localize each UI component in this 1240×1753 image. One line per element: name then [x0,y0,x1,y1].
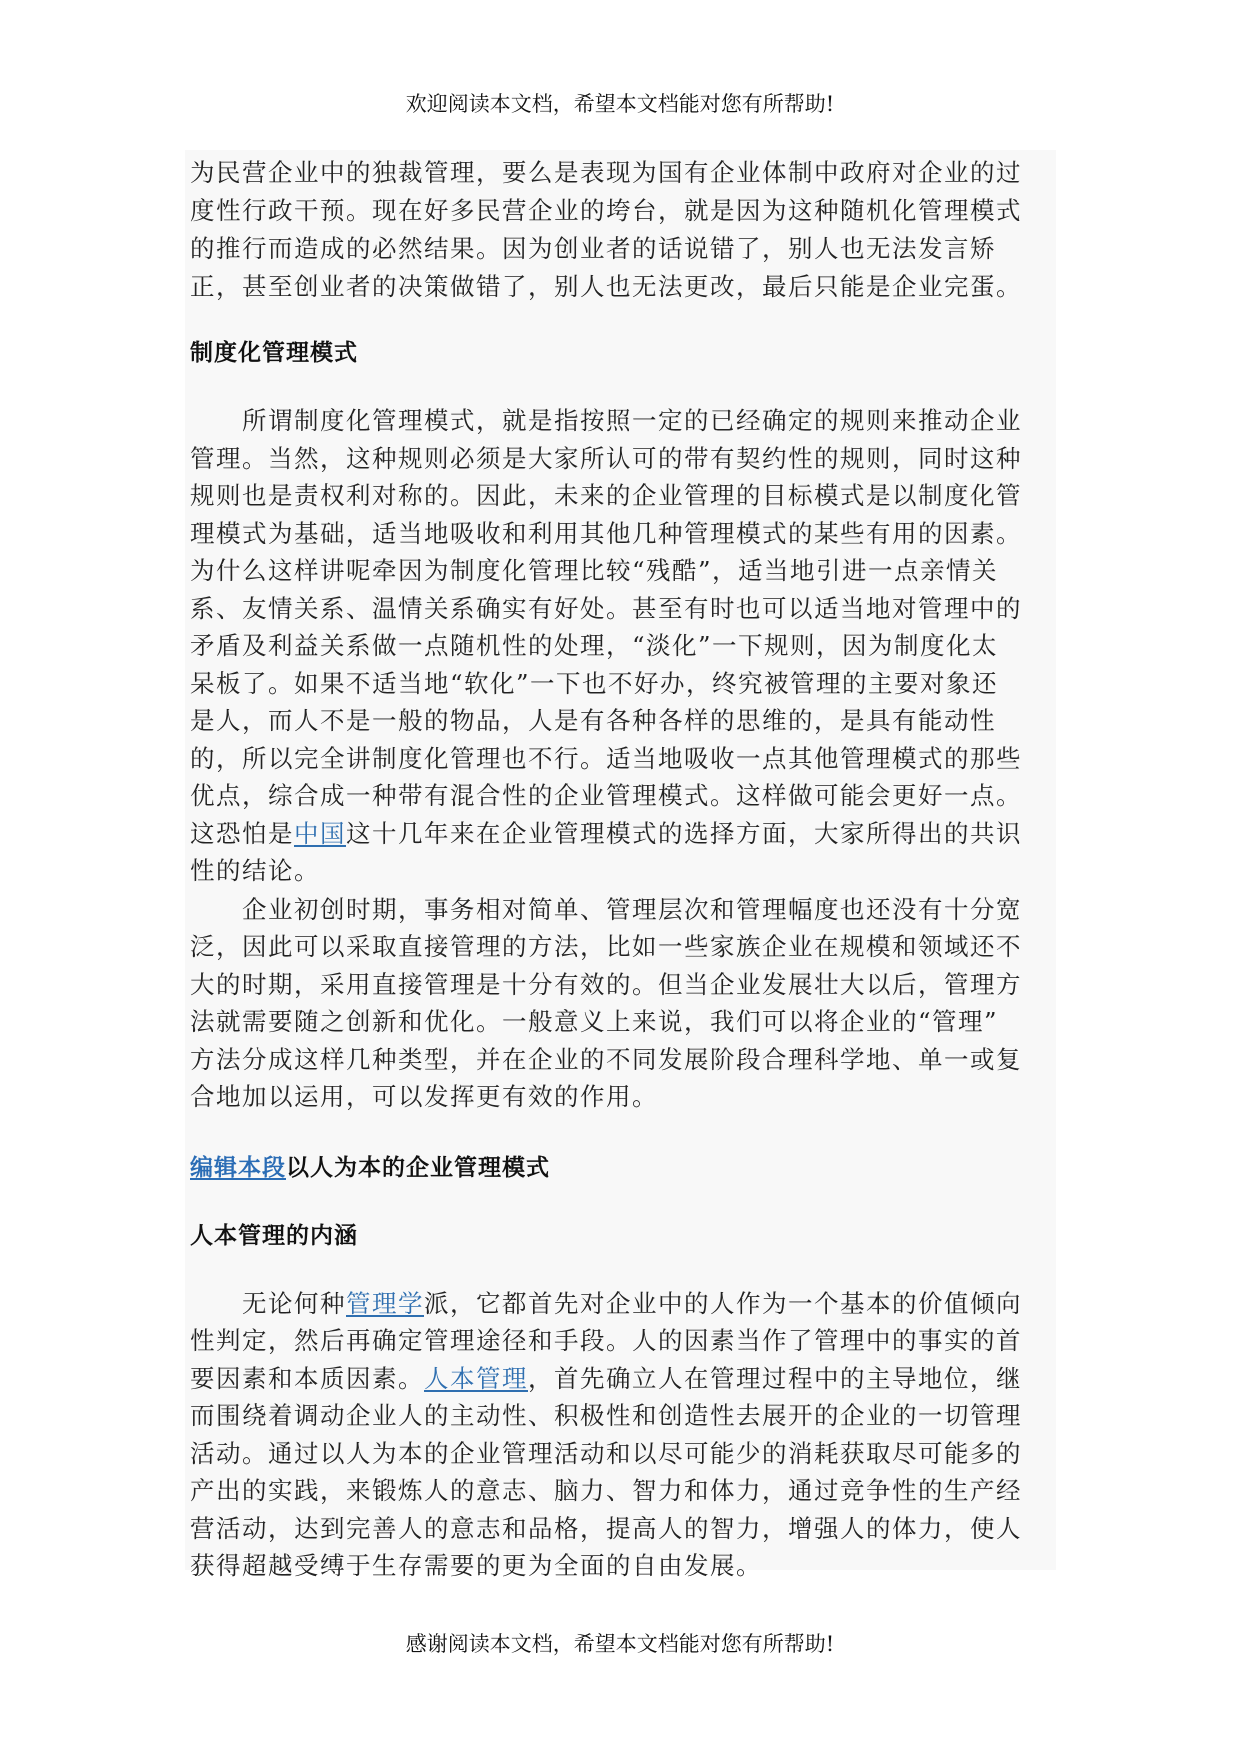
text-line: 的，所以完全讲制度化管理也不行。适当地吸收一点其他管理模式的那些 [190,744,1022,773]
text-line: 产出的实践，来锻炼人的意志、脑力、智力和体力，通过竞争性的生产经 [190,1476,1022,1505]
text-line: 方法分成这样几种类型，并在企业的不同发展阶段合理科学地、单一或复 [190,1045,1022,1074]
text-line: 大的时期，采用直接管理是十分有效的。但当企业发展壮大以后，管理方 [190,970,1022,999]
text-line: 的推行而造成的必然结果。因为创业者的话说错了，别人也无法发言矫 [190,234,996,263]
text-line: 正，甚至创业者的决策做错了，别人也无法更改，最后只能是企业完蛋。 [190,272,1022,301]
text-segment: 派，它都首先对企业中的人作为一个基本的价值倾向 [424,1289,1022,1318]
text-line: 度性行政干预。现在好多民营企业的垮台，就是因为这种随机化管理模式 [190,196,1022,225]
text-line: 营活动，达到完善人的意志和品格，提高人的智力，增强人的体力，使人 [190,1514,1022,1543]
section-heading-people-oriented [190,1150,550,1187]
heading-text: 以人为本的企业管理模式 [286,1155,550,1181]
text-segment: 要因素和本质因素。 [190,1364,424,1393]
text-line: 法就需要随之创新和优化。一般意义上来说，我们可以将企业的“管理” [190,1007,999,1036]
text-line-with-link [190,815,1022,852]
text-line: 理模式为基础，适当地吸收和利用其他几种管理模式的某些有用的因素。 [190,519,1022,548]
text-line: 所谓制度化管理模式，就是指按照一定的已经确定的规则来推动企业 [242,406,1022,435]
text-line: 而围绕着调动企业人的主动性、积极性和创造性去展开的企业的一切管理 [190,1401,1022,1430]
text-segment: 这十几年来在企业管理模式的选择方面，大家所得出的共识 [346,819,1022,848]
text-line: 性的结论。 [190,856,320,885]
page-footer: 感谢阅读本文档，希望本文档能对您有所帮助! [405,1632,835,1656]
text-line: 系、友情关系、温情关系确实有好处。甚至有时也可以适当地对管理中的 [190,594,1022,623]
text-line: 获得超越受缚于生存需要的更为全面的自由发展。 [190,1551,762,1580]
text-line: 为什么这样讲呢牵因为制度化管理比较“残酷”，适当地引进一点亲情关 [190,556,999,585]
text-line: 合地加以运用，可以发挥更有效的作用。 [190,1082,658,1111]
text-line: 企业初创时期，事务相对简单、管理层次和管理幅度也还没有十分宽 [242,895,1022,924]
text-line: 性判定，然后再确定管理途径和手段。人的因素当作了管理中的事实的首 [190,1326,1022,1355]
page-header: 欢迎阅读本文档，希望本文档能对您有所帮助! [405,92,835,116]
text-line: 优点，综合成一种带有混合性的企业管理模式。这样做可能会更好一点。 [190,781,1022,810]
document-content [185,150,1056,1580]
text-segment: 这恐怕是 [190,819,294,848]
text-line: 规则也是责权利对称的。因此，未来的企业管理的目标模式是以制度化管 [190,481,1022,510]
link-humanistic-management[interactable]: 人本管理 [424,1364,528,1393]
edit-section-link[interactable]: 编辑本段 [190,1155,286,1181]
text-line: 为民营企业中的独裁管理，要么是表现为国有企业体制中政府对企业的过 [190,158,1022,187]
text-line-with-link [190,1285,1022,1322]
link-management-science[interactable]: 管理学 [346,1289,424,1318]
section-heading-institutional-management: 制度化管理模式 [190,340,358,366]
text-line: 是人，而人不是一般的物品，人是有各种各样的思维的，是具有能动性 [190,706,996,735]
text-segment: ，首先确立人在管理过程中的主导地位，继 [528,1364,1022,1393]
link-china[interactable]: 中国 [294,819,346,848]
text-line: 泛，因此可以采取直接管理的方法，比如一些家族企业在规模和领域还不 [190,932,1022,961]
section-heading-humanistic-management: 人本管理的内涵 [190,1223,358,1249]
text-line: 活动。通过以人为本的企业管理活动和以尽可能少的消耗获取尽可能多的 [190,1439,1022,1468]
text-line: 矛盾及利益关系做一点随机性的处理，“淡化”一下规则，因为制度化太 [190,631,999,660]
text-segment: 无论何种 [242,1289,346,1318]
text-line-with-link [190,1360,1022,1397]
text-line: 管理。当然，这种规则必须是大家所认可的带有契约性的规则，同时这种 [190,444,1022,473]
text-line: 呆板了。如果不适当地“软化”一下也不好办，终究被管理的主要对象还 [190,669,999,698]
